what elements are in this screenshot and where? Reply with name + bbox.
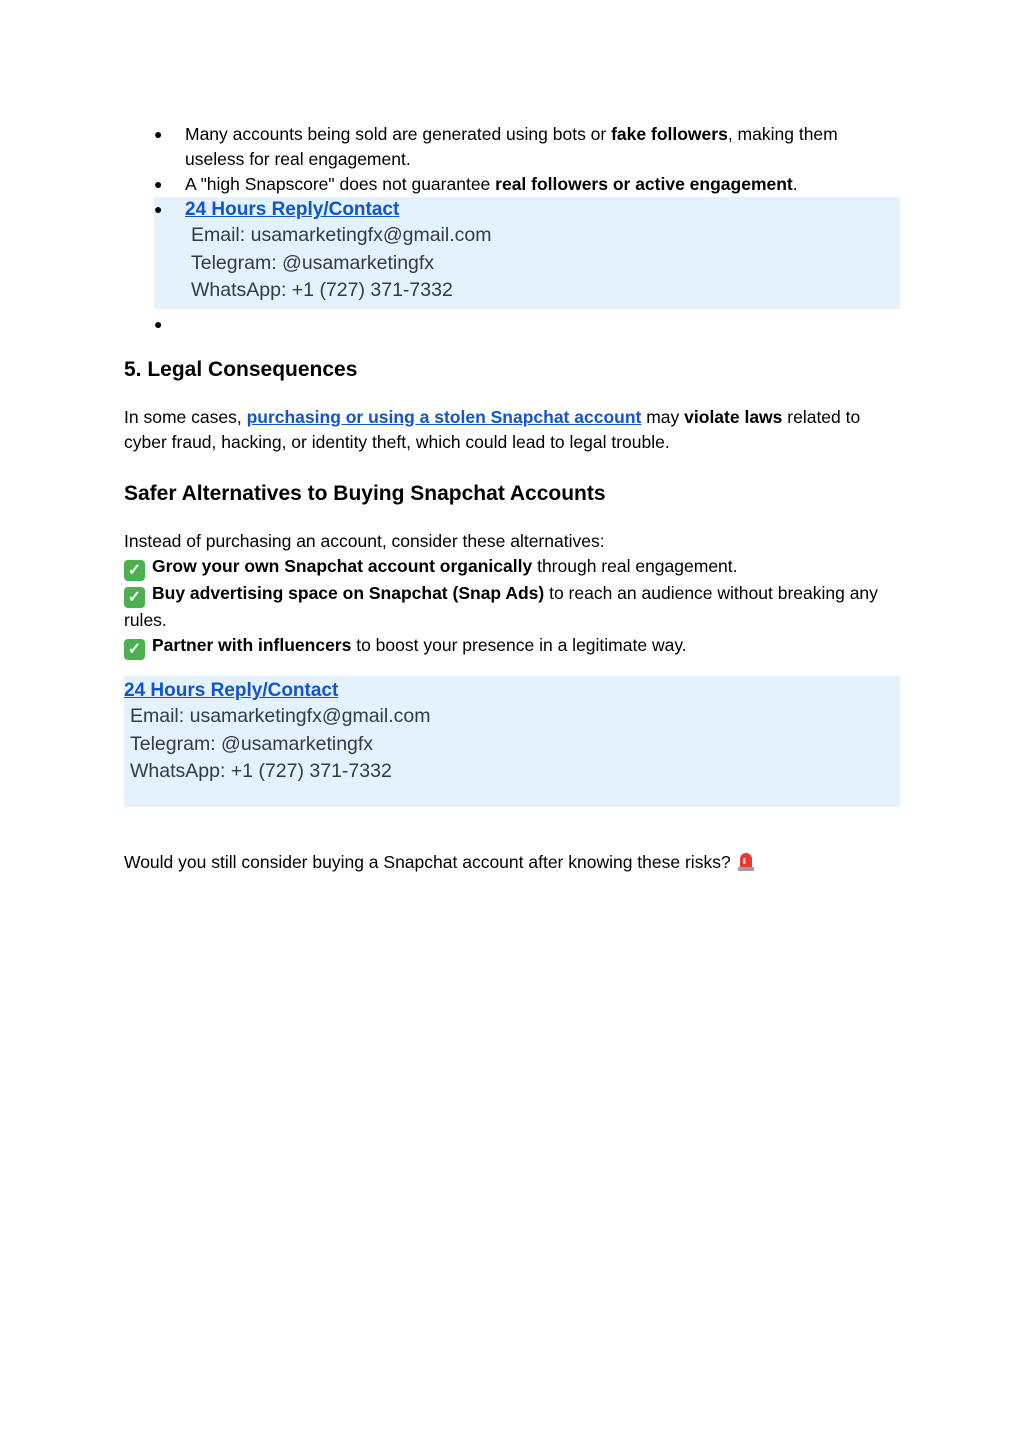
bullet-text: Many accounts being sold are generated using bots or <box>185 124 612 144</box>
contact-link[interactable]: 24 Hours Reply/Contact <box>185 199 400 220</box>
alternative-text: to reach an audience without breaking any rules. <box>124 583 878 630</box>
contact-link[interactable]: 24 Hours Reply/Contact <box>124 680 339 701</box>
alternative-bold: Partner with influencers <box>152 635 352 655</box>
check-mark-icon: ✓ <box>124 639 145 660</box>
legal-text-mid: may <box>641 407 685 427</box>
alternative-item <box>124 581 904 633</box>
stolen-account-link[interactable]: purchasing or using a stolen Snapchat account <box>246 407 642 427</box>
bullet-dot: ● <box>154 126 163 142</box>
section-heading-alternatives: Safer Alternatives to Buying Snapchat Accounts <box>124 482 606 505</box>
contact-whatsapp: WhatsApp: +1 (727) 371-7332 <box>191 279 453 301</box>
alternative-text: to boost your presence in a legitimate way. <box>351 635 687 655</box>
bullet-dot: ● <box>154 201 163 217</box>
bullet-text: A "high Snapscore" does not guarantee <box>185 174 496 194</box>
legal-bold: violate laws <box>684 407 783 427</box>
alternatives-block <box>124 529 904 660</box>
legal-text-end: related to cyber fraud, hacking, or identity theft, which could lead to legal trouble. <box>124 407 861 452</box>
contact-email: Email: usamarketingfx@gmail.com <box>191 224 492 246</box>
contact-email: Email: usamarketingfx@gmail.com <box>130 705 431 727</box>
list-item <box>154 122 900 172</box>
legal-paragraph <box>124 405 904 455</box>
contact-bullet <box>154 197 900 309</box>
bullet-text-end: . <box>792 174 798 194</box>
alternative-item <box>124 554 904 581</box>
risk-bullet-list <box>154 122 900 337</box>
alternative-item <box>124 633 904 660</box>
bullet-bold: real followers or active engagement <box>495 174 793 194</box>
alternatives-intro: Instead of purchasing an account, consider these alternatives: <box>124 531 605 551</box>
closing-paragraph <box>124 850 904 875</box>
check-mark-icon: ✓ <box>124 587 145 608</box>
bullet-text-end: , making them useless for real engagement. <box>185 124 838 169</box>
legal-text: In some cases, <box>124 407 247 427</box>
alternative-text: through real engagement. <box>532 556 738 576</box>
empty-list-item <box>154 312 900 337</box>
alternative-bold: Grow your own Snapchat account organically <box>152 556 533 576</box>
bullet-dot: ● <box>154 315 163 332</box>
list-item <box>154 172 900 197</box>
check-mark-icon: ✓ <box>124 560 145 581</box>
contact-whatsapp: WhatsApp: +1 (727) 371-7332 <box>130 760 392 782</box>
contact-telegram: Telegram: @usamarketingfx <box>191 251 435 274</box>
contact-box <box>124 676 900 807</box>
contact-telegram: Telegram: @usamarketingfx <box>130 732 374 755</box>
section-heading-legal: 5. Legal Consequences <box>124 358 358 381</box>
bullet-bold: fake followers <box>611 124 728 144</box>
closing-text: Would you still consider buying a Snapchat account after knowing these risks? <box>124 852 731 872</box>
alternative-bold: Buy advertising space on Snapchat (Snap Ads) <box>152 583 545 603</box>
siren-icon <box>737 850 755 872</box>
bullet-dot: ● <box>154 176 163 192</box>
